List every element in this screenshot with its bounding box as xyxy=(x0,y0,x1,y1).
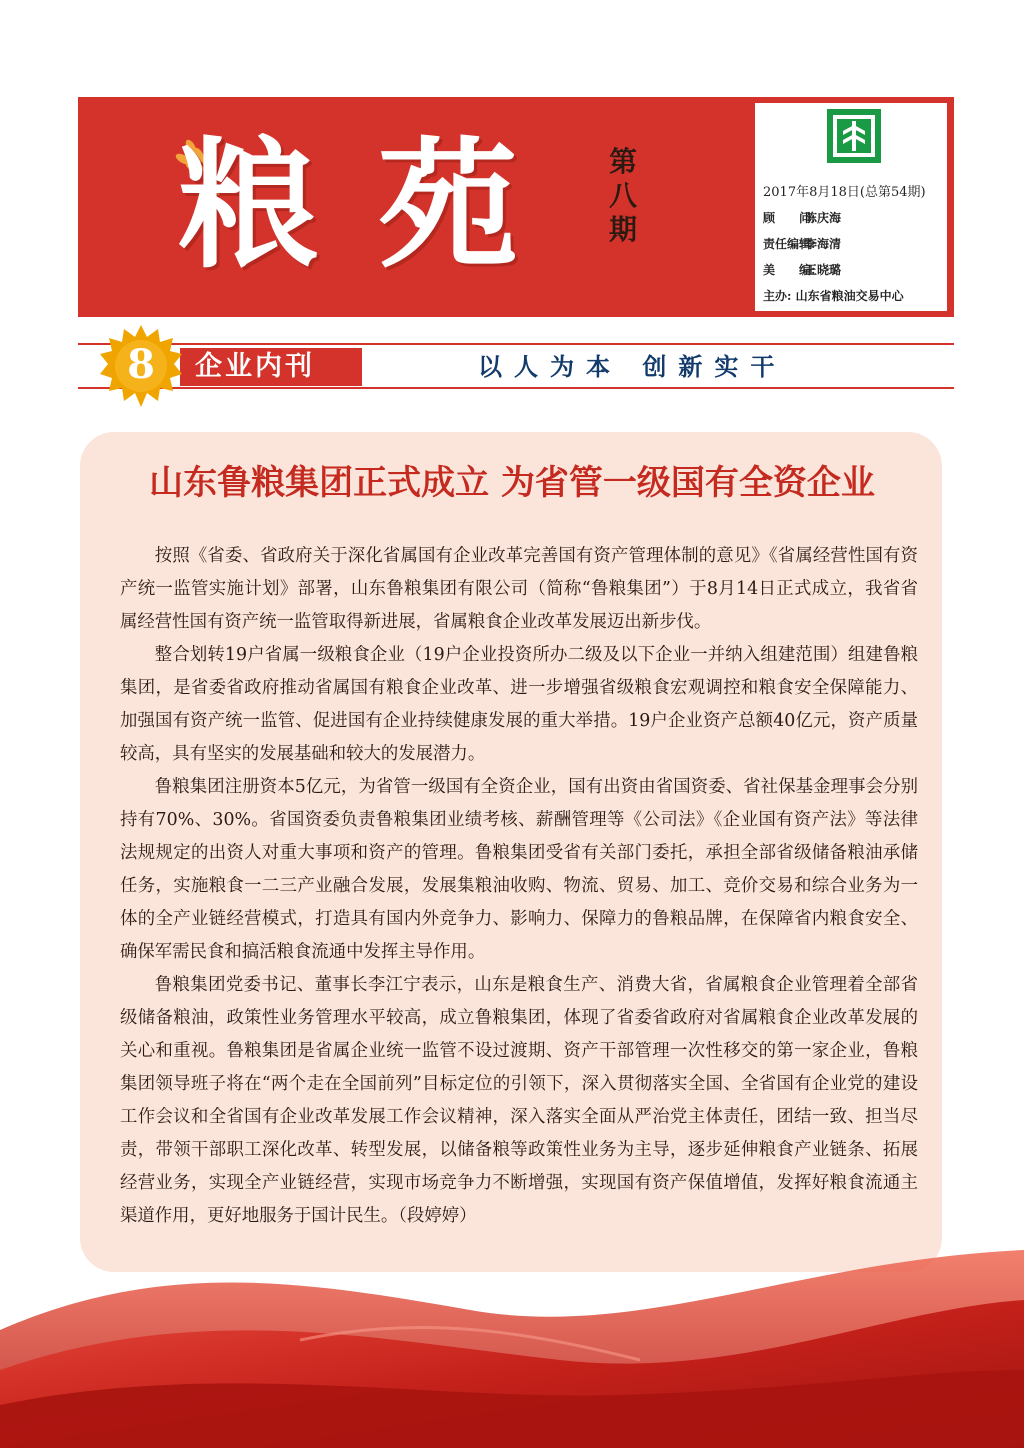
article-paragraph: 按照《省委、省政府关于深化省属国有企业改革完善国有资产管理体制的意见》《省属经营性国有资产统一监管实施计划》部署，山东鲁粮集团有限公司（简称“鲁粮集团”）于8月14日正式成立，我省省属经营性国有资产统一监管取得新进展，省属粮食企业改革发展迈出新步伐。 xyxy=(120,546,918,632)
credit-key: 主办: xyxy=(763,289,792,303)
article-paragraph: 整合划转19户省属一级粮食企业（19户企业投资所办二级及以下企业一并纳入组建范围）组建鲁粮集团，是省委省政府推动省属国有粮食企业改革、进一步增强省级粮食宏观调控和粮食安全保障能力、加强国有资产统一监管、促进国有企业持续健康发展的重大举措。19户企业资产总额40亿元，资产质量较高，具有坚实的发展基础和较大的发展潜力。 xyxy=(120,645,918,764)
masthead-title-char-2: 苑 xyxy=(378,125,519,288)
band-bottom-line xyxy=(78,387,954,389)
credit-advisor xyxy=(763,209,841,226)
credit-key: 美 编: xyxy=(763,263,816,277)
article-paragraph: 鲁粮集团注册资本5亿元，为省管一级国有全资企业，国有出资由省国资委、省社保基金理事会分别持有70%、30%。省国资委负责鲁粮集团业绩考核、薪酬管理等《公司法》《企业国有资产法》等法律法规规定的出资人对重大事项和资产的管理。鲁粮集团受省有关部门委托，承担全部省级储备粮油承储任务，实施粮食一二三产业融合发展，发展集粮油收购、物流、贸易、加工、竞价交易和综合业务为一体的全产业链经营模式，打造具有国内外竞争力、影响力、保障力的鲁粮品牌，在保障省内粮食安全、确保军需民食和搞活粮食流通中发挥主导作用。 xyxy=(120,777,918,962)
red-ribbon-decoration xyxy=(0,1220,1024,1448)
title-area xyxy=(78,97,754,317)
issue-char: 八 xyxy=(608,179,637,212)
credit-art-editor xyxy=(763,261,841,278)
issue-char: 第 xyxy=(608,145,637,178)
masthead xyxy=(78,97,954,317)
section-label: 企业内刊 xyxy=(195,351,315,382)
publication-date: 2017年8月18日(总第54期) xyxy=(763,185,926,200)
slogan: 以人为本 创新实干 xyxy=(478,352,787,381)
article-paragraph: 鲁粮集团党委书记、董事长李江宁表示，山东是粮食生产、消费大省，省属粮食企业管理着全部省级储备粮油，政策性业务管理水平较高，成立鲁粮集团，体现了省委省政府对省属粮食企业改革发展的关心和重视。鲁粮集团是省属企业统一监管不设过渡期、资产干部管理一次性移交的第一家企业，鲁粮集团领导班子将在“两个走在全国前列”目标定位的引领下，深入贯彻落实全国、全省国有企业党的建设工作会议和全省国有企业改革发展工作会议精神，深入落实全面从严治党主体责任，团结一致、担当尽责，带领干部职工深化改革、转型发展，以储备粮等政策性业务为主导，逐步延伸粮食产业链条、拓展经营业务，实现全产业链经营，实现市场竞争力不断增强，实现国有资产保值增值，发挥好粮食流通主渠道作用，更好地服务于国计民生。（段婷婷） xyxy=(120,975,918,1226)
article-body xyxy=(120,540,918,1233)
issue-number xyxy=(603,145,643,247)
credit-editor xyxy=(763,235,841,252)
masthead-title-char-1: 粮 xyxy=(178,125,319,288)
band-top-line xyxy=(78,343,954,345)
credit-value: 王晓璐 xyxy=(805,263,842,277)
issue-char: 期 xyxy=(608,213,637,246)
credit-value: 陈庆海 xyxy=(805,211,842,225)
credit-key: 责任编辑: xyxy=(763,237,816,251)
credit-value: 山东省粮油交易中心 xyxy=(795,289,904,303)
grain-logo-icon xyxy=(827,109,881,163)
credit-sponsor xyxy=(763,287,904,304)
credit-value: 李海清 xyxy=(805,237,842,251)
masthead-info-box xyxy=(754,102,948,312)
article-headline: 山东鲁粮集团正式成立 为省管一级国有全资企业 xyxy=(149,463,875,503)
issue-badge-number: 8 xyxy=(127,341,155,388)
credit-key: 顾 问: xyxy=(763,211,816,225)
